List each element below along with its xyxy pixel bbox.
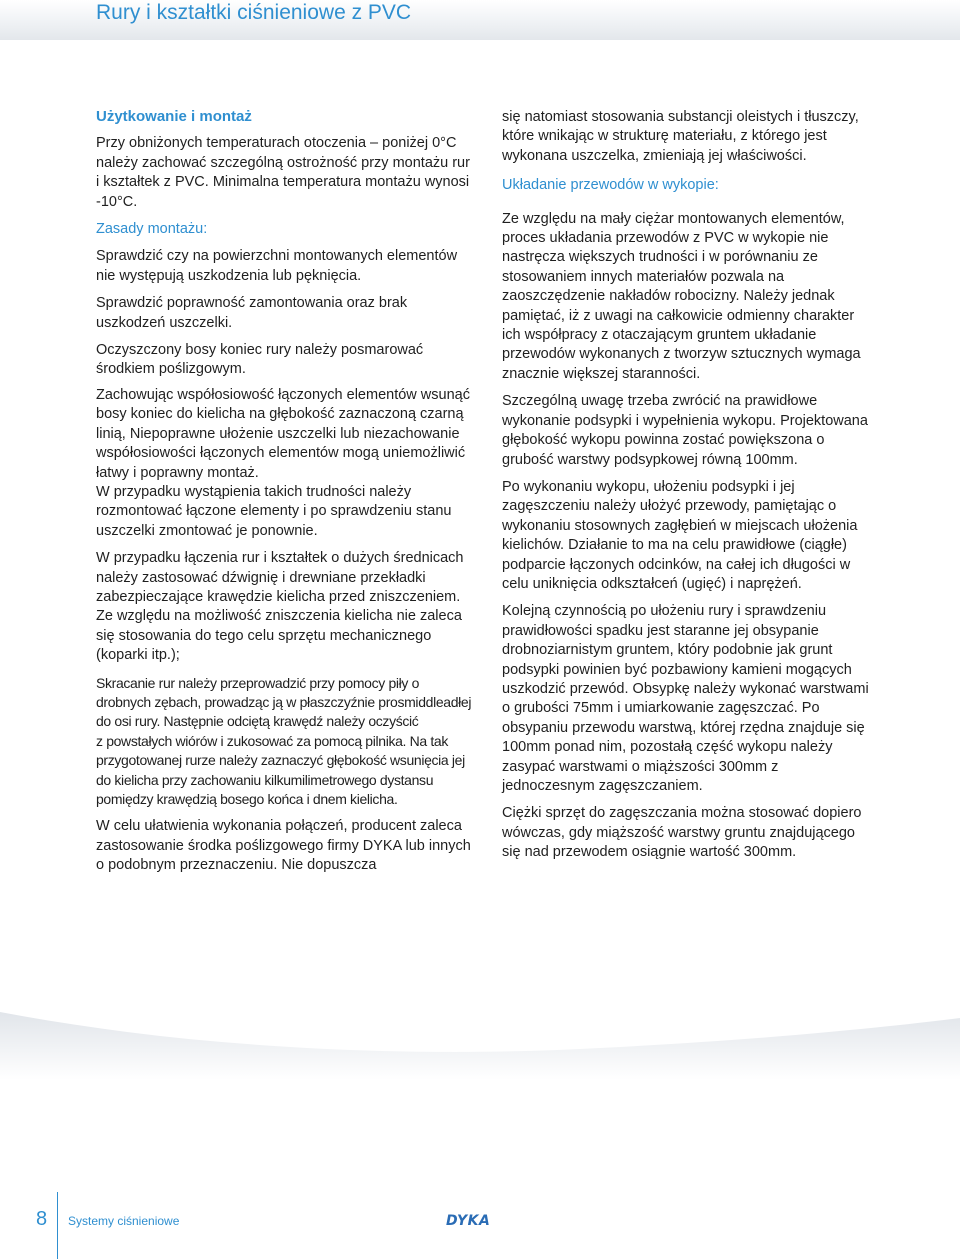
paragraph-intro: Przy obniżonych temperaturach otoczenia – poniżej 0°C należy zachować szczególną ostrożność przy montażu rur i kształtek z PVC. Minimalna temperatura montażu wynosi -10°C. — [96, 135, 470, 210]
paragraph-check-seal: Sprawdzić poprawność zamontowania oraz brak uszkodzeń uszczelki. — [96, 295, 408, 331]
footer-wave-decoration — [0, 1010, 960, 1080]
footer-section-label: Systemy ciśnieniowe — [68, 1214, 180, 1228]
section-heading-usage: Użytkowanie i montaż — [96, 108, 252, 125]
paragraph-large-diameters: W przypadku łączenia rur i kształtek o dużych średnicach należy zastosować dźwignię i drewniane przekładki zabezpieczające krawędzie kielicha przed zniszczeniem. — [96, 550, 464, 605]
paragraph-bedding: Szczególną uwagę trzeba zwrócić na prawidłowe wykonanie podsypki i wypełnienia wykopu. Projektowana głębokość wykopu powinna zostać powiększona o grubość warstwy podsypkowej równą 100mm. — [502, 393, 868, 468]
page-number: 8 — [36, 1208, 48, 1230]
footer-divider — [57, 1192, 58, 1259]
left-column — [96, 107, 476, 884]
dyka-logo: DYKA — [446, 1213, 491, 1229]
subheading-assembly-rules: Zasady montażu: — [96, 221, 208, 238]
paragraph-backfill: Kolejną czynnością po ułożeniu rury i sprawdzeniu prawidłowości spadku jest staranne jej obsypanie drobnoziarnistym gruntem, który podobnie jak grunt podsypki powinien być pozbawiony kamieni mogących uszkodzić przewód. Obsypkę należy wykonać warstwami o grubości 75mm i umiarkowanie zagęszczać. Po obsypaniu przewodu warstwą, której rzędna znajduje się 100mm ponad nim, pozostałą część wykopu należy zasypać warstwami o miąższości 300mm z jednoczesnym zagęszczaniem. — [502, 603, 869, 794]
right-column — [502, 108, 872, 871]
section-heading-trench: Układanie przewodów w wykopie: — [502, 177, 719, 194]
paragraph-after-excavation: Po wykonaniu wykopu, ułożeniu podsypki i jej zagęszczeniu należy ułożyć przewody, pamiętając o wykonaniu stosownych zagłębień w miejscach ułożenia kielichów. Działanie to ma na celu prawidłowe (ciągłe) podparcie łączonych odcinków, na całej ich długości w celu uniknięcia odkształceń (ugięć) i naprężeń. — [502, 478, 858, 592]
paragraph-no-machinery: Ze względu na możliwość zniszczenia kielicha nie zaleca się stosowania do tego celu sprzętu mechanicznego (koparki itp.); — [96, 608, 462, 664]
paragraph-insert: Zachowując współosiowość łączonych elementów wsunąć bosy koniec do kielicha na głębokość zaznaczoną czarną linią, Niepoprawne ułożenie uszczelki lub niezachowanie współosiowości łączonych elementów mogą uniemożliwić łatwy i poprawny montaż. — [96, 386, 470, 481]
paragraph-cutting: Skracanie rur należy przeprowadzić przy pomocy piły o drobnych zębach, prowadząc ją w płaszczyźnie prosmiddleadłej do osi rury. Następnie odciętą krawędź należy oczyścić — [96, 674, 472, 730]
paragraph-chamfer: z powstałych wiórów i zukosować za pomocą pilnika. Na tak przygotowanej rurze należy zaznaczyć głębokość wsunięcia jej do kielicha przy zachowaniu kilkumilimetrowego dystansu pomiędzy krawędzią bosego końca i dnem kielicha. — [96, 732, 465, 807]
page-title: Rury i kształtki ciśnieniowe z PVC — [96, 1, 412, 24]
paragraph-heavy-equipment: Ciężki sprzęt do zagęszczania można stosować dopiero wówczas, gdy miąższość warstwy gruntu znajdującego się nad przewodem osiągnie wartość 300mm. — [502, 805, 862, 861]
paragraph-trench-laying: Ze względu na mały ciężar montowanych elementów, proces układania przewodów z PVC w wykopie nie nastręcza większych trudności i w porównaniu ze stosowaniem innych materiałów pozwala na zaoszczędzenie nakładów robocizny. Należy jednak pamiętać, iż z uwagi na całkowicie odmienny charakter ich współpracy z otaczającym gruntem układanie przewodów wykonanych z tworzyw sztucznych wymaga znacznie większej staranności. — [502, 210, 861, 382]
paragraph-oily-substances: się natomiast stosowania substancji oleistych i tłuszczy, które wnikając w strukturę materiału, z którego jest wykonana uszczelka, zmieniają jej właściwości. — [502, 109, 859, 164]
paragraph-disassemble: W przypadku wystąpienia takich trudności należy rozmontować łączone elementy i po sprawdzeniu stanu uszczelki zmontować je ponownie. — [96, 483, 452, 539]
paragraph-lubricant: W celu ułatwienia wykonania połączeń, producent zaleca zastosowanie środka poślizgowego firmy DYKA lub innych o podobnym przeznaczeniu. Nie dopuszcza — [96, 818, 471, 874]
paragraph-lubricate: Oczyszczony bosy koniec rury należy posmarować środkiem poślizgowym. — [96, 342, 424, 378]
paragraph-check-damage: Sprawdzić czy na powierzchni montowanych elementów nie występują uszkodzenia lub pęknięcia. — [96, 248, 458, 284]
